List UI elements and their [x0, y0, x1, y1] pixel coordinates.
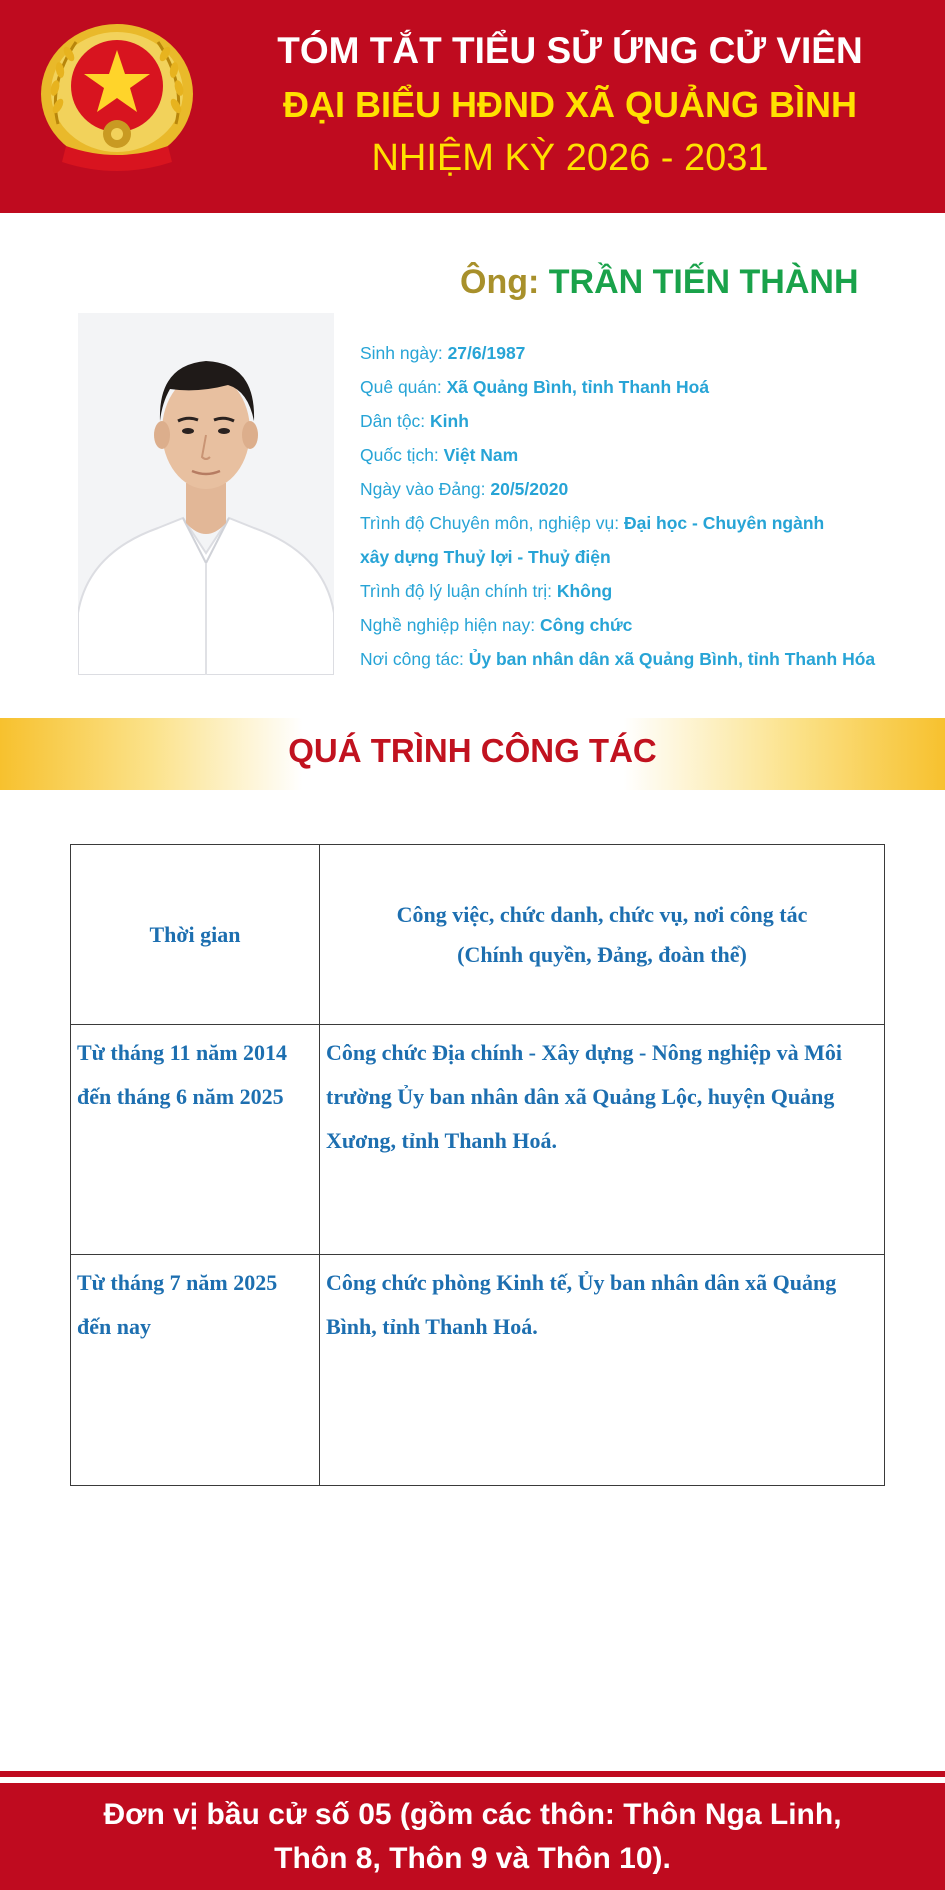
info-party-join-date: Ngày vào Đảng: 20/5/2020 [360, 479, 569, 499]
table-cell-time: Từ tháng 11 năm 2014 đến tháng 6 năm 2025 [71, 1025, 320, 1255]
footer-stripe [0, 1771, 945, 1777]
table-cell-time: Từ tháng 7 năm 2025 đến nay [71, 1255, 320, 1486]
info-hometown: Quê quán: Xã Quảng Bình, tỉnh Thanh Hoá [360, 377, 710, 397]
footer-text [0, 1793, 945, 1881]
candidate-name-value: TRẦN TIẾN THÀNH [548, 263, 859, 301]
work-history-table [70, 844, 885, 1486]
section-title: QUÁ TRÌNH CÔNG TÁC [288, 732, 657, 769]
info-political-theory: Trình độ lý luận chính trị: Không [360, 581, 613, 601]
header-title: TÓM TẮT TIỂU SỬ ỨNG CỬ VIÊN [277, 30, 863, 71]
candidate-info [360, 336, 940, 676]
footer-line-2: Thôn 8, Thôn 9 và Thôn 10). [274, 1842, 671, 1875]
table-cell-work: Công chức phòng Kinh tế, Ủy ban nhân dân xã Quảng Bình, tỉnh Thanh Hoá. [320, 1255, 885, 1486]
table-header-work-main: Công việc, chức danh, chức vụ, nơi công tác [396, 901, 808, 927]
portrait-icon [78, 313, 334, 675]
portrait-photo [78, 313, 334, 675]
footer-banner [0, 1783, 945, 1890]
national-emblem-icon [36, 14, 198, 180]
info-birth-date: Sinh ngày: 27/6/1987 [360, 343, 526, 363]
table-header-work-sub: (Chính quyền, Đảng, đoàn thể) [457, 941, 747, 967]
table-cell-work: Công chức Địa chính - Xây dựng - Nông nghiệp và Môi trường Ủy ban nhân dân xã Quảng Lộc, huyện Quảng Xương, tỉnh Thanh Hoá. [320, 1025, 885, 1255]
info-workplace: Nơi công tác: Ủy ban nhân dân xã Quảng Bình, tỉnh Thanh Hóa [360, 649, 876, 669]
table-header-row [71, 845, 885, 1025]
footer-line-1: Đơn vị bầu cử số 05 (gồm các thôn: Thôn Nga Linh, [103, 1798, 842, 1831]
header-term: NHIỆM KỲ 2026 - 2031 [371, 137, 769, 179]
info-ethnicity: Dân tộc: Kinh [360, 411, 469, 431]
table-header-time: Thời gian [71, 845, 320, 1025]
info-education-continued: xây dựng Thuỷ lợi - Thuỷ điện [360, 547, 611, 567]
info-nationality: Quốc tịch: Việt Nam [360, 445, 519, 465]
table-row [71, 1025, 885, 1255]
info-occupation: Nghề nghiệp hiện nay: Công chức [360, 615, 633, 635]
candidate-name-prefix: Ông: [460, 263, 549, 301]
info-education: Trình độ Chuyên môn, nghiệp vụ: Đại học - Chuyên ngành [360, 513, 825, 533]
table-header-work [320, 845, 885, 1025]
header-subtitle: ĐẠI BIỂU HĐND XÃ QUẢNG BÌNH [282, 84, 857, 125]
table-row [71, 1255, 885, 1486]
candidate-name [460, 263, 859, 302]
header-banner [0, 0, 945, 213]
